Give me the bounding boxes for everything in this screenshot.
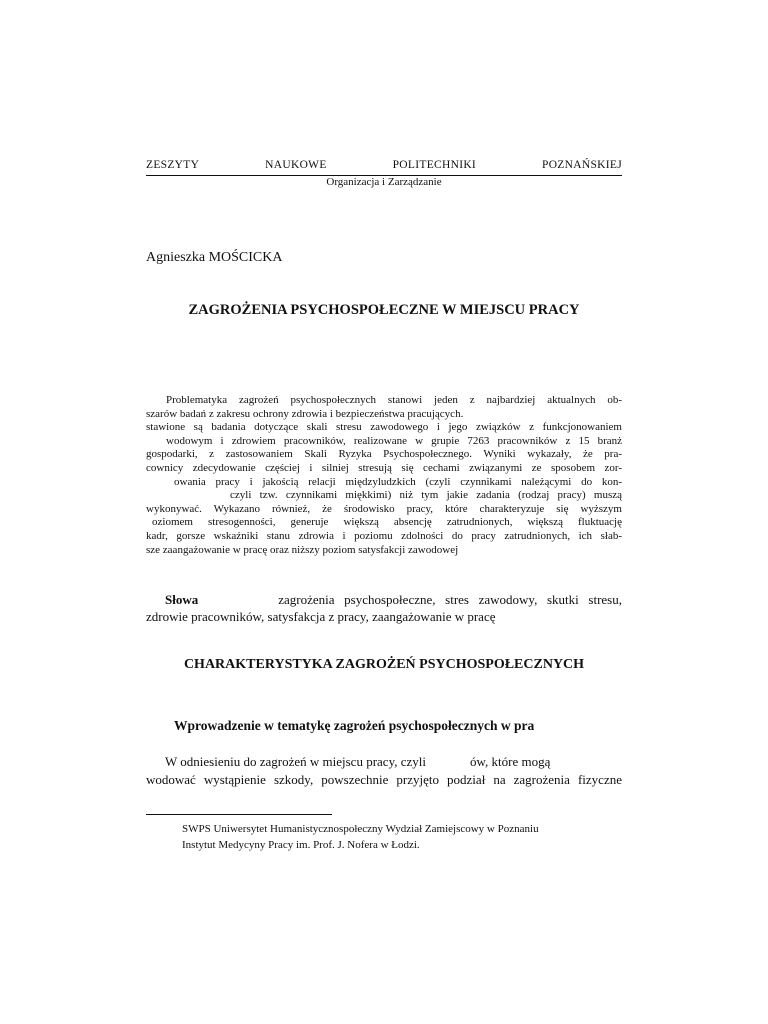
- footnote: [182, 822, 622, 853]
- article-title: ZAGROŻENIA PSYCHOSPOŁECZNE W MIEJSCU PRACY: [188, 302, 580, 318]
- body-text: [146, 753, 622, 789]
- abstract-line: oziomem stresogenności, generuje większą absencję zatrudnionych, większą fluktuację: [152, 516, 622, 529]
- journal-word: ZESZYTY: [146, 159, 200, 171]
- body-text-part: W odniesieniu do zagrożeń w miejscu pracy, czyli: [165, 754, 426, 769]
- abstract-line: sze zaangażowanie w pracę oraz niższy poziom satysfakcji zawodowej: [146, 543, 459, 556]
- abstract-line: owania pracy i jakością relacji międzyludzkich (czyli czynnikami należącymi do kon-: [174, 475, 622, 488]
- footnote-line: Instytut Medycyny Pracy im. Prof. J. Nofera w Łodzi.: [182, 838, 420, 851]
- section-heading: CHARAKTERYSTYKA ZAGROŻEŃ PSYCHOSPOŁECZNYCH: [183, 657, 585, 672]
- keywords-text: zagrożenia psychospołeczne, stres zawodowy, skutki stresu,: [278, 592, 622, 607]
- abstract-line: czyli tzw. czynnikami miękkimi) niż tym jakie zadania (rodzaj pracy) muszą: [230, 489, 622, 502]
- journal-name: [146, 159, 622, 171]
- body-line: [146, 753, 622, 771]
- abstract-line: Problematyka zagrożeń psychospołecznych stanowi jeden z najbardziej aktualnych ob-: [166, 394, 622, 406]
- journal-series: Organizacja i Zarządzanie: [326, 176, 442, 188]
- abstract-line: szarów badań z zakresu ochrony zdrowia i bezpieczeństwa pracujących.: [146, 407, 464, 420]
- abstract-line: stawione są badania dotyczące skali stresu zawodowego i jego związków z funkcjonowaniem: [146, 421, 622, 434]
- body-line: wodować wystąpienie szkody, powszechnie przyjęto podział na zagrożenia fizyczne: [146, 772, 622, 787]
- journal-word: POZNAŃSKIEJ: [542, 159, 622, 171]
- author-name: Agnieszka MOŚCICKA: [146, 250, 283, 265]
- abstract-line: wykonywać. Wykazano również, że środowisko pracy, które charakteryzuje się wyższym: [146, 502, 622, 515]
- keywords-line: [146, 591, 622, 608]
- subsection-heading: Wprowadzenie w tematykę zagrożeń psychospołecznych w pra: [174, 718, 535, 733]
- keywords-block: [146, 591, 622, 625]
- abstract-line: gospodarki, z zastosowaniem Skali Ryzyka Psychospołecznego. Wyniki wykazały, że pra-: [146, 448, 622, 461]
- journal-word: POLITECHNIKI: [392, 159, 477, 171]
- footnote-line: SWPS Uniwersytet Humanistycznospołeczny Wydział Zamiejscowy w Poznaniu: [182, 823, 539, 835]
- keywords-line: zdrowie pracowników, satysfakcja z pracy, zaangażowanie w pracę: [146, 609, 496, 624]
- journal-word: NAUKOWE: [265, 159, 327, 171]
- abstract-line: wodowym i zdrowiem pracowników, realizowane w grupie 7263 pracowników z 15 branż: [166, 434, 622, 447]
- abstract: [146, 394, 622, 557]
- abstract-line: kadr, gorsze wskaźniki stanu zdrowia i poziomu zdolności do pracy zatrudnionych, ich słab-: [146, 529, 622, 542]
- body-text-part: ów, które mogą: [470, 754, 551, 769]
- keywords-label: Słowa: [165, 592, 199, 607]
- abstract-line: cownicy zdecydowanie częściej i silniej stresują się cechami związanymi ze sposobem zor-: [146, 461, 622, 474]
- footnote-rule: [146, 814, 332, 815]
